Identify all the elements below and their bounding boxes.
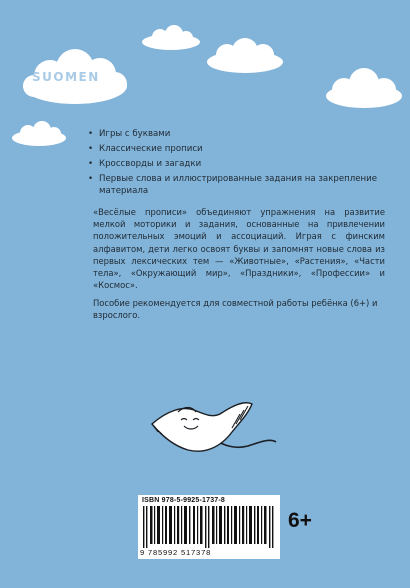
cloud-top-small: [140, 25, 202, 51]
barcode-digits: 9 785992 517378: [140, 548, 212, 557]
barcode-bars: [143, 506, 275, 548]
barcode: [138, 495, 280, 559]
manta-ray-illustration: [148, 392, 278, 474]
feature-list: [88, 128, 388, 200]
cloud-label: SUOMEN: [32, 70, 100, 84]
recommendation-paragraph: Пособие рекомендуется для совместной работы ребёнка (6+) и взрослого.: [93, 298, 378, 321]
isbn-label: ISBN 978-5-9925-1737-8: [142, 497, 226, 504]
cloud-left-small: [10, 120, 68, 148]
feature-item: • Кроссворды и загадки: [88, 158, 388, 170]
feature-item: • Игры с буквами: [88, 128, 388, 140]
description-paragraph: «Весёлые прописи» объединяют упражнения на развитие мелкой моторики и задания, основанные на привлечении положительных эмоций и ассоциаций. Играя с финским алфавитом, дети легко освоят буквы и запомнят новые слова из первых лексических тем — «Животные», «Растения», «Части тела», «Окружающий мир», «Праздники», «Профессии» и «Космос».: [93, 207, 385, 291]
cloud-right: [324, 68, 404, 110]
feature-item: • Классические прописи: [88, 143, 388, 155]
feature-item: • Первые слова и иллюстрированные задания на закрепление материала: [88, 173, 388, 197]
cloud-top-middle: [205, 38, 285, 74]
age-rating: 6+: [288, 509, 312, 532]
